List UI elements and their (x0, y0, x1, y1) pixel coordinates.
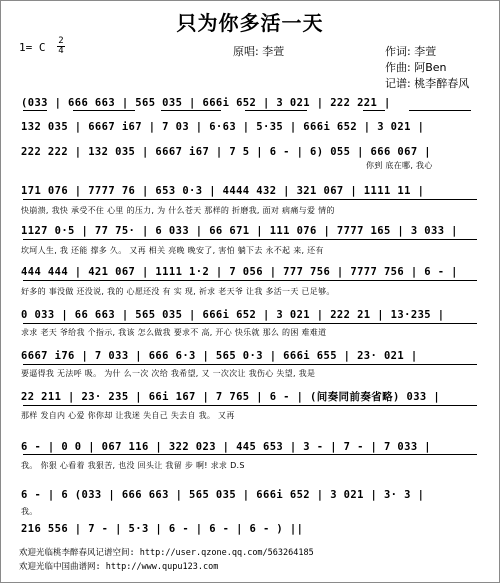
transcriber-credit: 记谱: 桃李醉春风 (385, 77, 470, 90)
beam-line (363, 110, 385, 111)
notation-row-2: 132 035 | 6667 i67 | 7 03 | 6·63 | 5·35 | 666i 652 | 3 021 | (21, 121, 425, 133)
footer-link-qupu[interactable]: 欢迎光临中国曲谱网: http://www.qupu123.com (19, 562, 219, 572)
song-title: 只为你多活一天 (176, 11, 324, 35)
footer-link-qzone[interactable]: 欢迎光临桃李醉春风记谱空间: http://user.qzone.qq.com/563264185 (19, 548, 314, 558)
beam-line (23, 280, 477, 281)
notation-row-5: 1127 0·5 | 77 75· | 6 033 | 66 671 | 111 076 | 7777 165 | 3 033 | (21, 225, 458, 237)
notation-row-8: 6667 i76 | 7 033 | 666 6·3 | 565 0·3 | 666i 655 | 23· 021 | (21, 350, 418, 362)
beam-line (23, 405, 477, 406)
lyric-row-7: 求求 老天 爷给我 个指示, 我该 怎么做我 要求不 高, 开心 快乐就 那么 的困 难难道 (21, 328, 327, 337)
beam-line (409, 110, 471, 111)
lyric-row-5: 坎坷人生, 我 还能 撑多 久。 又再 相关 亮晚 晚安了, 害怕 躺下去 永不起 来, 还有 (21, 246, 324, 255)
notation-row-10: 6 - | 0 0 | 067 116 | 322 023 | 445 653 | 3 - | 7 - | 7 033 | (21, 441, 432, 453)
lyric-row-11: 我。 (21, 507, 38, 516)
beam-line (23, 454, 477, 455)
lyric-row-9: 那样 发自内 心爱 你你却 让我迷 失自己 失去自 我。 又再 (21, 411, 235, 420)
beam-line (23, 323, 477, 324)
notation-row-6: 444 444 | 421 067 | 1111 1·2 | 7 056 | 777 756 | 7777 756 | 6 - | (21, 266, 458, 278)
lyric-row-3: 你到 底在哪, 我心 (366, 161, 433, 170)
beam-line (23, 199, 477, 200)
beam-line (245, 110, 307, 111)
singer-credit: 原唱: 李萱 (233, 45, 285, 58)
beam-line (73, 110, 135, 111)
beam-line (161, 110, 221, 111)
notation-row-7: 0 033 | 66 663 | 565 035 | 666i 652 | 3 021 | 222 21 | 13·235 | (21, 309, 445, 321)
lyric-row-6: 好多的 事没做 还没说, 我的 心愿还没 有 实 现, 祈求 老天爷 让我 多活一天 已足够。 (21, 287, 335, 296)
beam-line (23, 239, 477, 240)
time-signature (57, 37, 65, 56)
notation-row-1: (033 | 666 663 | 565 035 | 666i 652 | 3 021 | 222 221 | (21, 97, 391, 109)
lyric-row-8: 要逼得我 无法呼 吸。 为什 么一次 次给 我希望, 又 一次次让 我伤心 失望, 我是 (21, 369, 316, 378)
notation-row-3: 222 222 | 132 035 | 6667 i67 | 7 5 | 6 - | 6) 055 | 666 067 | (21, 146, 432, 158)
lyricist-credit: 作词: 李萱 (385, 45, 437, 58)
time-signature-top: 2 (58, 36, 64, 46)
time-signature-bottom: 4 (58, 46, 64, 56)
notation-row-12: 216 556 | 7 - | 5·3 | 6 - | 6 - | 6 - ) || (21, 523, 304, 535)
beam-line (23, 110, 47, 111)
lyric-row-4: 快崩溃, 我快 承受不住 心里 的压力, 为 什么苍天 那样的 折磨我, 面对 病痛与爱 情的 (21, 206, 335, 215)
beam-line (23, 364, 477, 365)
lyric-row-10: 我。 你狠 心看着 我狠苦, 也没 回头让 我留 步 啊! 求求 D.S (21, 461, 245, 470)
key-signature: 1= C (19, 41, 46, 54)
notation-row-11: 6 - | 6 (033 | 666 663 | 565 035 | 666i 652 | 3 021 | 3· 3 | (21, 489, 425, 501)
notation-row-4: 171 076 | 7777 76 | 653 0·3 | 4444 432 | 321 067 | 1111 11 | (21, 185, 425, 197)
composer-credit: 作曲: 阿Ben (385, 61, 447, 74)
notation-row-9: 22 211 | 23· 235 | 66i 167 | 7 765 | 6 - | (间奏同前奏省略) 033 | (21, 391, 441, 403)
